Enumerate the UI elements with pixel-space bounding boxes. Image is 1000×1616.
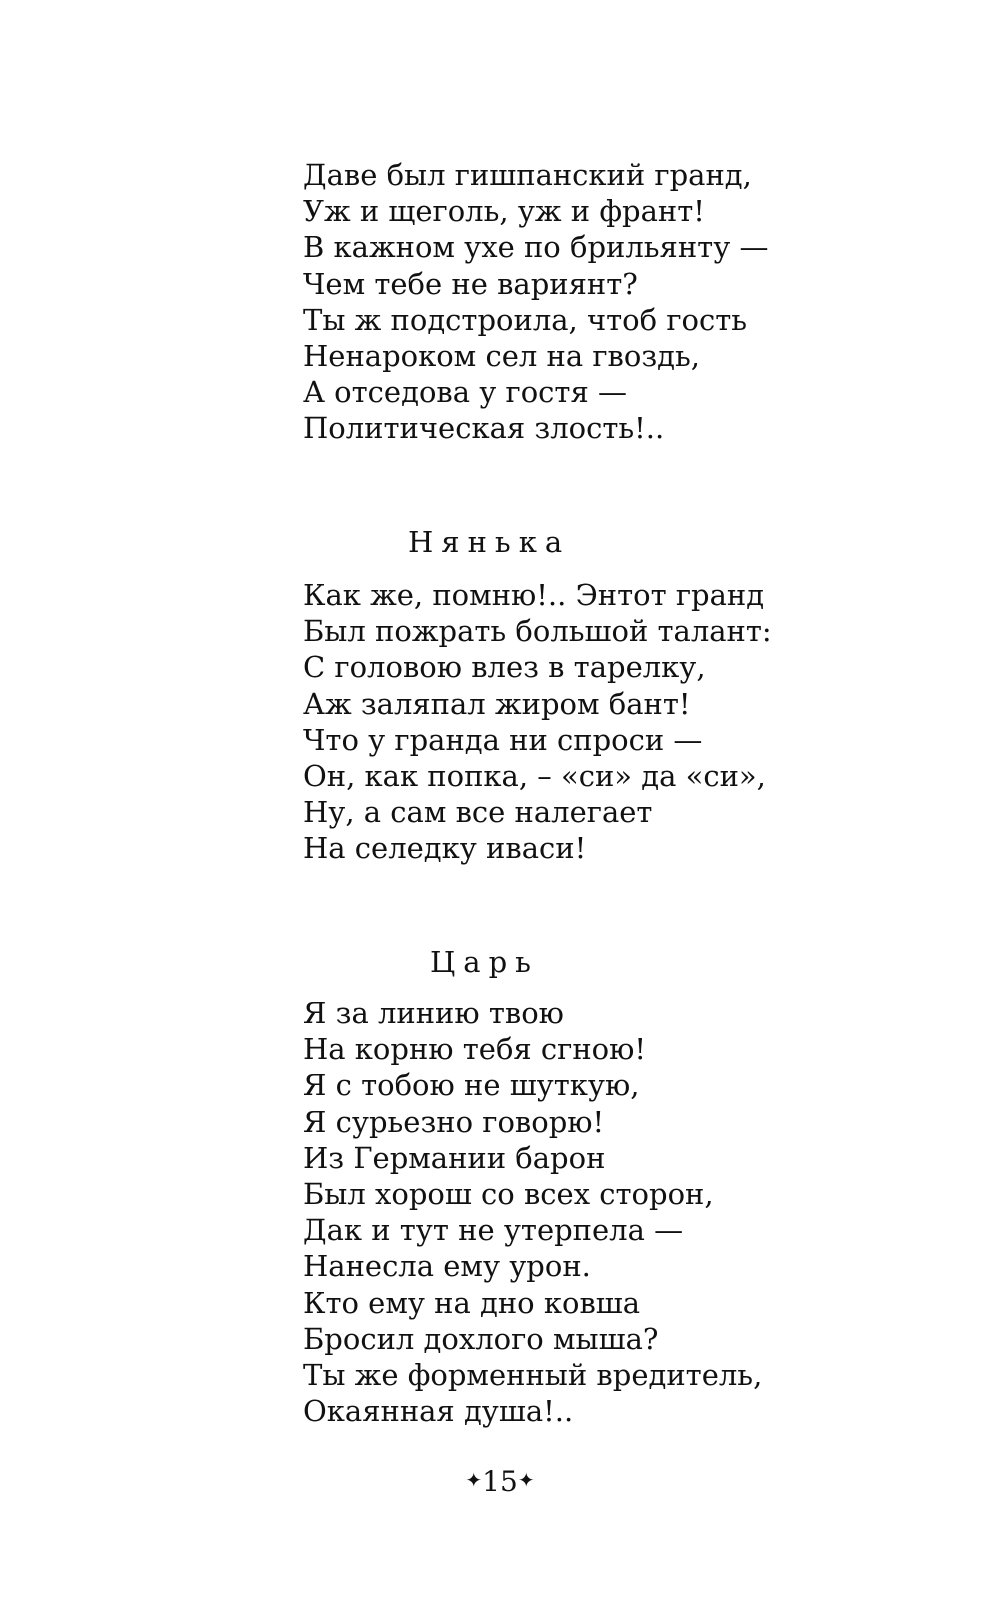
verse-line: Бросил дохлого мыша? [303, 1321, 659, 1356]
verse-line: Аж заляпал жиром бант! [303, 686, 691, 721]
verse-line: В кажном ухе по брильянту — [303, 230, 769, 265]
speaker-name: Царь [430, 945, 539, 979]
verse-line: Чем тебе не вариянт? [303, 266, 638, 301]
verse-line: Ты же форменный вредитель, [303, 1358, 763, 1393]
verse-line: Дак и тут не утерпела — [303, 1213, 684, 1248]
speaker-name: Нянька [408, 525, 571, 559]
ornament-star-icon: ✦ [465, 1468, 483, 1492]
verse-line: Ну, а сам все налегает [303, 795, 653, 830]
verse-line: На корню тебя сгною! [303, 1032, 647, 1067]
verse-line: Ты ж подстроила, чтоб гость [303, 302, 748, 337]
verse-line: Был пожрать большой талант: [303, 614, 772, 649]
verse-line: Уж и щеголь, уж и франт! [303, 194, 705, 229]
verse-line: С головою влез в тарелку, [303, 650, 706, 685]
verse-line: Нанесла ему урон. [303, 1249, 591, 1284]
ornament-star-icon: ✦ [517, 1468, 535, 1492]
verse-line: Он, как попка, – «си» да «си», [303, 759, 766, 794]
verse-line: А отседова у гостя — [303, 375, 627, 410]
verse-line: Политическая злость!.. [303, 411, 665, 446]
verse-line: Даве был гишпанский гранд, [303, 158, 752, 192]
stanza-1 [303, 157, 863, 447]
page-number-footer [0, 1462, 1000, 1500]
page-number: 15 [482, 1465, 518, 1498]
verse-line: Я за линию твою [303, 996, 564, 1030]
verse-line: Окаянная душа!.. [303, 1394, 574, 1429]
verse-line: Я сурьезно говорю! [303, 1104, 605, 1139]
verse-line: Из Германии барон [303, 1140, 606, 1175]
verse-line: Я с тобою не шуткую, [303, 1068, 640, 1103]
verse-line: Ненароком сел на гвоздь, [303, 339, 700, 374]
verse-line: Что у гранда ни спроси — [303, 722, 703, 757]
stanza-3 [303, 995, 863, 1429]
verse-line: Кто ему на дно ковша [303, 1285, 641, 1320]
verse-line: На селедку иваси! [303, 831, 587, 866]
verse-line: Как же, помню!.. Энтот гранд [303, 578, 765, 612]
verse-line: Был хорош со всех сторон, [303, 1177, 714, 1212]
stanza-2 [303, 577, 863, 867]
